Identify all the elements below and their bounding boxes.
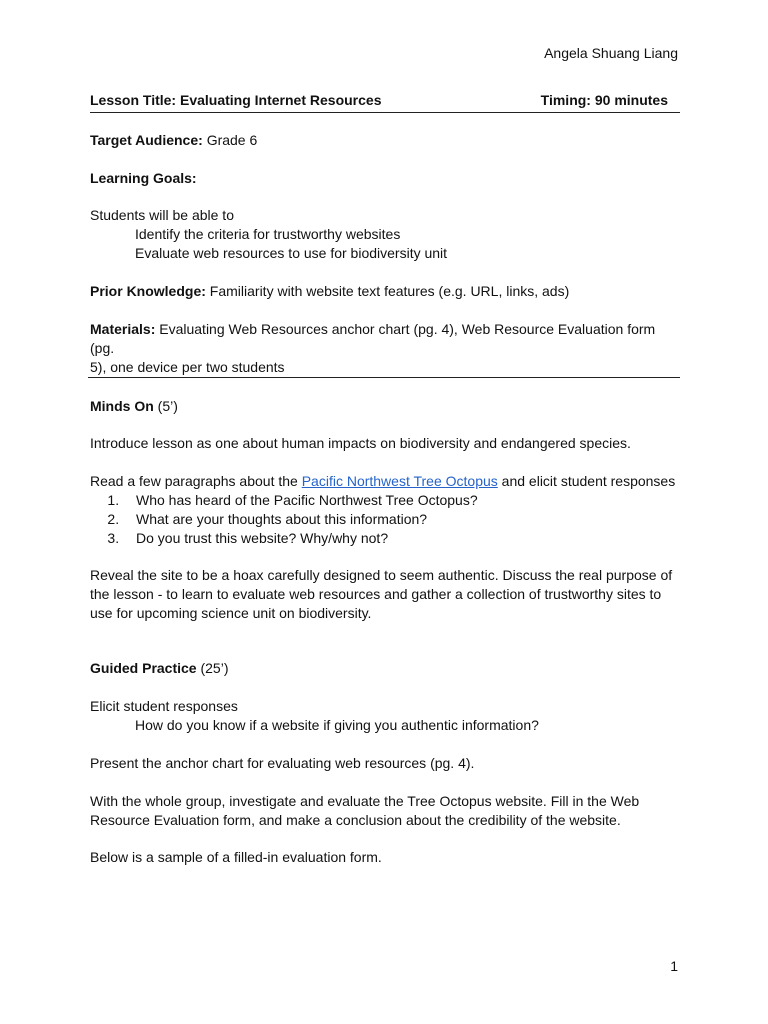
minds-on-questions: [90, 491, 680, 548]
minds-on-heading: Minds On (5’): [90, 398, 178, 414]
tree-octopus-link[interactable]: Pacific Northwest Tree Octopus: [301, 473, 498, 489]
lesson-title: Lesson Title: Evaluating Internet Resources: [90, 92, 382, 108]
author-name: Angela Shuang Liang: [544, 45, 678, 61]
learning-goal-item: Evaluate web resources to use for biodiversity unit: [135, 245, 448, 261]
list-item: 1. Who has heard of the Pacific Northwest Tree Octopus?: [123, 491, 680, 510]
learning-goal-item: Identify the criteria for trustworthy websites: [135, 226, 401, 242]
section-divider: [88, 377, 680, 378]
learning-goals-heading: Learning Goals:: [90, 170, 197, 186]
guided-practice-present: Present the anchor chart for evaluating web resources (pg. 4).: [90, 755, 475, 771]
minds-on-intro: Introduce lesson as one about human impacts on biodiversity and endangered species.: [90, 435, 631, 451]
guided-practice-elicit: Elicit student responses How do you know if a website if giving you authentic information?: [90, 698, 539, 733]
learning-goals-intro: Students will be able to: [90, 207, 234, 223]
lesson-title-row: [90, 92, 680, 113]
prior-knowledge: Prior Knowledge: Familiarity with website text features (e.g. URL, links, ads): [90, 283, 570, 299]
materials: Materials: Evaluating Web Resources anchor chart (pg. 4), Web Resource Evaluation form (pg. 5), one device per two students: [90, 321, 656, 375]
list-item: 3. Do you trust this website? Why/why not?: [123, 529, 680, 548]
guided-practice-sample: Below is a sample of a filled-in evaluation form.: [90, 849, 382, 865]
page-number: 1: [670, 958, 678, 974]
guided-practice-whole-group: With the whole group, investigate and evaluate the Tree Octopus website. Fill in the Web Resource Evaluation form, and make a conclusion about the credibility of the website.: [90, 793, 640, 828]
learning-goals-list: [90, 206, 680, 263]
guided-practice-heading: Guided Practice (25’): [90, 660, 229, 676]
lesson-timing: Timing: 90 minutes: [540, 92, 668, 108]
minds-on-reveal: Reveal the site to be a hoax carefully designed to seem authentic. Discuss the real purpose of the lesson - to learn to evaluate web resources and gather a collection of trustworthy sites to use for upcoming science unit on biodiversity.: [90, 567, 673, 621]
list-item: 2. What are your thoughts about this information?: [123, 510, 680, 529]
minds-on-read: Read a few paragraphs about the Pacific Northwest Tree Octopus and elicit student responses 1. Who has heard of the Pacific Northwest Tree Octopus? 2. What are your thoughts about this information? 3. Do you trust this website? Why/why not?: [90, 472, 680, 548]
target-audience: Target Audience: Grade 6: [90, 132, 258, 148]
